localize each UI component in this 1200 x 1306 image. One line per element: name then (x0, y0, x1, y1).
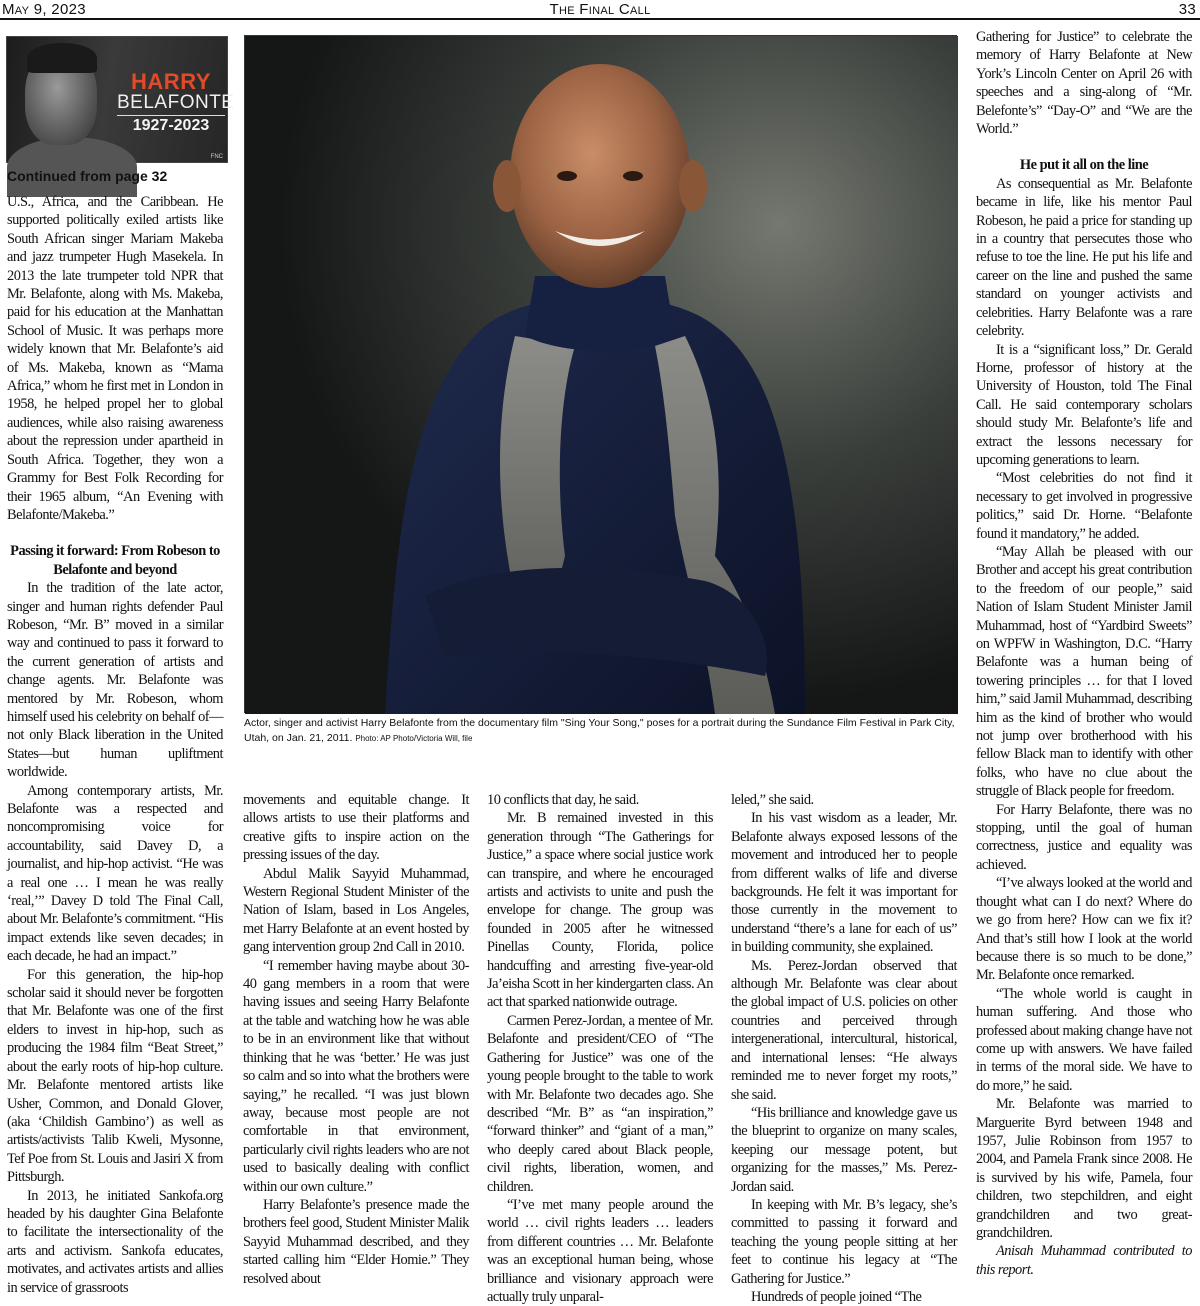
paragraph: “Most celebrities do not find it necessary to get involved in progressive politics,” said Dr. Horne. “Belafonte found it mandatory,” he added. (976, 470, 1192, 542)
paragraph: Gathering for Justice” to celebrate the memory of Harry Belafonte at New York’s Lincoln Center on April 26 with speeches and a sing-along of “Mr. Belefonte’s” “Day-O” and “We are the World.” (976, 29, 1192, 138)
caption-text: Actor, singer and activist Harry Belafonte from the documentary film "Sing Your Song," poses for a portrait during the Sundance Film Festival in Park City, Utah, on Jan. 21, 2011. (244, 717, 955, 744)
paragraph: Mr. B remained invested in this generation through “The Gatherings for Justice,” a space where social justice work can transpire, and where he encouraged artists and activists to unite and push the envelope for change. The group was founded in 2005 after he witnessed Pinellas County, Florida, police handcuffing and arresting five-year-old Ja’eisha Scott in her kindergarten class. An act that sparked nationwide outrage. (487, 810, 713, 1011)
tribute-image (6, 36, 235, 163)
tribute-first-name: HARRY (131, 69, 211, 94)
paragraph: “May Allah be pleased with our Brother and accept his great contribution to the freedom of our people,” said Nation of Islam Student Minister Jamil Muhammad, host of “Yardbird Sweets” on WPFW in Washington, D.C. “Harry Belafonte was a human being of towering principles … for that I loved him,” said Jamil Muhammad, describing him as the kind of brother who would not jump over brotherhood with his fellow Black man to identify with other folks, who have no clue about the struggle of Black people for freedom. (976, 543, 1192, 800)
article-column-5 (976, 28, 1192, 1296)
paragraph: For Harry Belafonte, there was no stopping, until the goal of human correctness, justice and equality was achieved. (976, 801, 1192, 873)
page-header (0, 0, 1200, 20)
tribute-portrait-shoulders (7, 137, 137, 197)
paragraph: Among contemporary artists, Mr. Belafonte was a respected and noncompromising voice for accountability, said Davey D, a journalist, and hip-hop activist. “He was a real one … I mean he was really ‘real,’” Davey D told The Final Call, about Mr. Belafonte’s commitment. “His impact extends like seven decades; in each decade, he had an impact.” (7, 782, 224, 965)
paragraph: Hundreds of people joined “The (751, 1288, 922, 1305)
paragraph: 10 conflicts that day, he said. (487, 792, 639, 808)
article-column-4 (731, 791, 957, 1305)
paragraph: “I’ve always looked at the world and thought what can I do next? Where do we go from here? How can we fix it? And that’s still how I look at the world because there is so much to be done,” Mr. Belafonte once remarked. (976, 875, 1192, 984)
paragraph: “I’ve met many people around the world … civil rights leaders … leaders from different countries … Mr. Belafonte was an exceptional human being, whose brilliance and visionary approach were actually truly unparal- (487, 1196, 713, 1305)
tribute-logo: FNC (210, 154, 223, 160)
paragraph: It is a “significant loss,” Dr. Gerald Horne, professor of history at the University of Houston, told The Final Call. He said contemporary scholars should study Mr. Belafonte’s life and extract the lessons necessary for upcoming generations to learn. (976, 341, 1192, 468)
paragraph: Ms. Perez-Jordan observed that although Mr. Belafonte was clear about the global impact of U.S. policies on other countries and perceived through intergenerational, intercultural, historical, and international lenses: “He always reminded me to never forget my roots,” she said. (731, 957, 957, 1103)
paragraph: Harry Belafonte’s presence made the brothers feel good, Student Minister Malik Sayyid Muhammad described, and they started calling him “Elder Homie.” They resolved about (243, 1196, 469, 1287)
paragraph: Abdul Malik Sayyid Muhammad, Western Regional Student Minister of the Nation of Islam, based in Los Angeles, met Harry Belafonte at an event hosted by gang intervention group 2nd Call in 2010. (243, 865, 469, 956)
paragraph: Carmen Perez-Jordan, a mentee of Mr. Belafonte and president/CEO of “The Gathering for Justice” was one of the young people brought to the table to work with Mr. Belafonte two decades ago. She described “Mr. B” as “an inspiration,” “forward thinker” and “giant of a man,” who deeply cared about Black people, civil rights, liberation, women, and children. (487, 1012, 713, 1195)
paragraph: “The whole world is caught in human suffering. And those who professed about making change have not come up with answers. We have failed in terms of the moral side. We have to do more,” he said. (976, 985, 1192, 1094)
tribute-last-name: BELAFONTE (117, 92, 225, 116)
paragraph: “I remember having maybe about 30-40 gang members in a room that were having issues and seeing Harry Belafonte at the table and watching how he was able to be in an environment like that without thinking that he was ‘better.’ He was just so calm and so into what the brothers were saying,” he recalled. “I was just blown away, because most people are not comfortable in that environment, particularly civil rights leaders who are not used to basically dealing with conflict within our own culture.” (243, 957, 469, 1195)
paragraph: In 2013, he initiated Sankofa.org headed by his daughter Gina Belafonte to facilitate the intersectionality of the arts and activism. Sankofa educates, motivates, and activates artists and allies in service of grassroots (7, 1187, 223, 1296)
portrait-photo (244, 35, 957, 713)
paragraph: U.S., Africa, and the Caribbean. He supported politically exiled artists like South African singer Mariam Makeba and jazz trumpeter Hugh Masekela. In 2013 the late trumpeter told NPR that Mr. Belafonte, along with Ms. Makeba, paid for his education at the Manhattan School of Music. It was perhaps more widely known that Mr. Belafonte’s aid of Ms. Makeba, known as “Mama Africa,” whom he first met in London in 1958, he helped propel her to global audiences, while also raising awareness about the repression under apartheid in South Africa. Together, they won a Grammy for Best Folk Recording for their 1965 album, “An Evening with Belafonte/Makeba.” (7, 194, 223, 523)
page-number: 33 (1178, 1, 1196, 18)
paragraph: In his vast wisdom as a leader, Mr. Belafonte always exposed lessons of the movement and introduced her to people from different walks of life and diverse backgrounds. He felt it was important for those currently in the movement to understand “there’s a lane for each of us” in building community, she explained. (731, 810, 957, 956)
tribute-years: 1927-2023 (132, 117, 210, 134)
photo-caption (244, 716, 957, 746)
subheading: He put it all on the line (1019, 157, 1149, 174)
photo-credit: Photo: AP Photo/Victoria Will, file (355, 734, 473, 743)
publication-name: The Final Call (549, 1, 651, 18)
paragraph: leled,” she said. (731, 792, 814, 808)
paragraph: movements and equitable change. It allows artists to use their platforms and creative gifts to inspire action on the pressing issues of the day. (243, 792, 469, 864)
continued-label: Continued from page 32 (7, 168, 168, 184)
subheading: Passing it forward: From Robeson to Belafonte and beyond (10, 543, 220, 578)
paragraph: As consequential as Mr. Belafonte became in life, like his mentor Paul Robeson, he paid a price for standing up in a country that persecutes those who refuse to toe the line. He put his life and career on the line and pushed the same standard on younger activists and celebrities. Harry Belafonte was a rare celebrity. (976, 175, 1192, 340)
issue-date: May 9, 2023 (2, 1, 86, 18)
paragraph: In keeping with Mr. B’s legacy, she’s committed to passing it forward and teaching the young people sitting at her feet to continue his legacy at “The Gathering for Justice.” (731, 1196, 957, 1287)
paragraph: Mr. Belafonte was married to Marguerite Byrd between 1948 and 1957, Julie Robinson from 1957 to 2004, and Pamela Frank since 2008. He is survived by his wife, Pamela, four children, two stepchildren, and eight grandchildren and two great-grandchildren. (976, 1096, 1192, 1241)
article-column-1 (7, 193, 223, 1296)
paragraph: “His brilliance and knowledge gave us the blueprint to organize on many scales, keeping our message potent, but organizing for the masses,” Ms. Perez-Jordan said. (731, 1104, 957, 1195)
tribute-portrait-hair (27, 43, 97, 73)
article-column-3 (487, 791, 713, 1305)
portrait-illustration (245, 36, 958, 714)
paragraph: In the tradition of the late actor, singer and human rights defender Paul Robeson, “Mr. B” moved in a similar way and continued to pass it forward to the current generation of artists and change agents. Mr. Belafonte was mentored by Mr. Robeson, whom himself used his celebrity on behalf of—not only Black liberation in the United States—but human upliftment worldwide. (7, 580, 223, 781)
paragraph: For this generation, the hip-hop scholar said it should never be forgotten that Mr. Belafonte was one of the first elders to invest in hip-hop, such as producing the 1984 film “Beat Street,” about the early roots of hip-hop culture. Mr. Belafonte mentored artists like Usher, Common, and Donald Glover, (aka ‘Childish Gambino’) as well as artists/activists Talib Kweli, Mysonne, Tef Poe from St. Louis and Jasiri X from Pittsburgh. (7, 966, 223, 1186)
article-column-2 (243, 791, 469, 1296)
report-credit: Anisah Muhammad contributed to this report. (976, 1243, 1192, 1278)
